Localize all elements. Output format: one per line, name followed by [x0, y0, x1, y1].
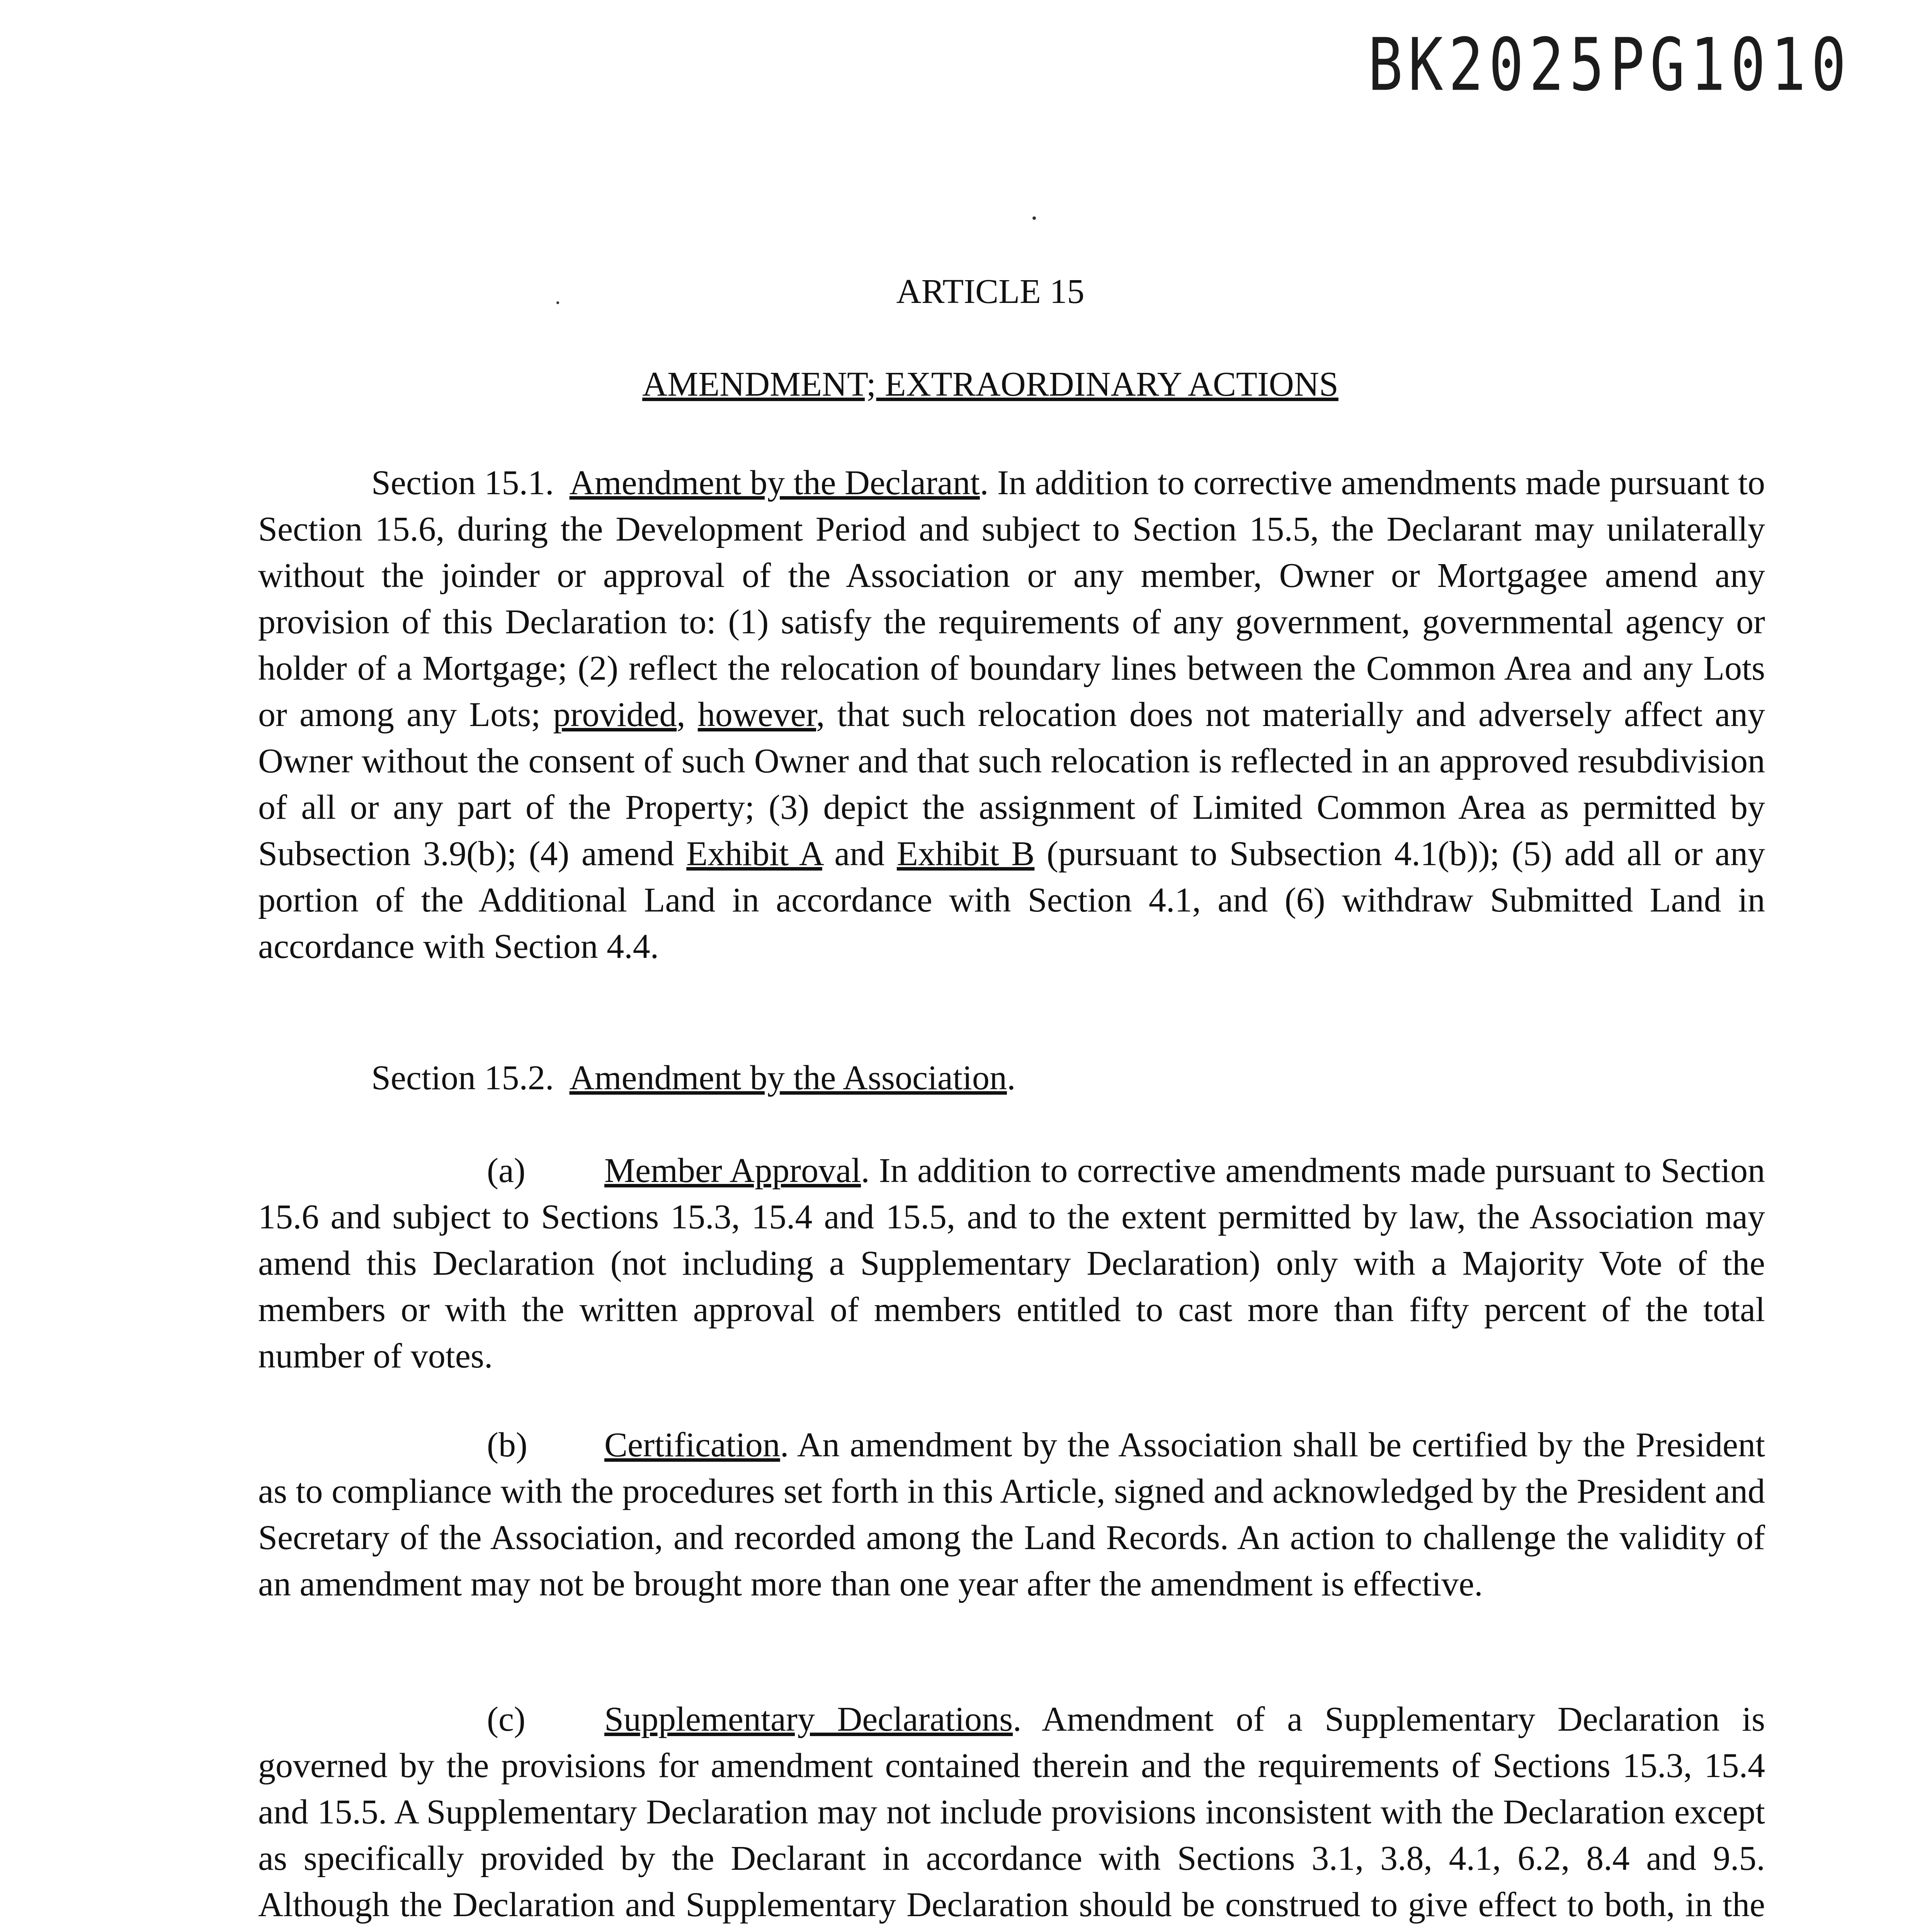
section-heading: Amendment by the Association	[569, 1059, 1007, 1097]
subsection-text: . Amendment of a Supplementary Declaration is governed by the provisions for amendment contained therein and the requirements of Sections 15.3, 15.4 and 15.5. A Supplementary Declaration may not include provisions inconsistent with the Declaration except as specifically provided by the Declarant in accordance with Sections 3.1, 3.8, 4.1, 6.2, 8.4 and 9.5. Although the Declaration and Supplementary Declaration should be construed to give effect to both, in the	[258, 1700, 1765, 1924]
scan-speck	[1032, 216, 1036, 220]
article-title: AMENDMENT; EXTRAORDINARY ACTIONS	[642, 365, 1338, 403]
section-heading: Amendment by the Declarant	[569, 464, 980, 502]
section-15-1	[258, 460, 1765, 970]
provided-term: provided	[553, 696, 677, 734]
subsection-heading: Certification	[604, 1426, 780, 1464]
subsection-heading: Member Approval	[604, 1151, 861, 1190]
comma: ,	[677, 696, 698, 734]
article-number: ARTICLE 15	[896, 272, 1085, 311]
section-15-2	[258, 1055, 1765, 1101]
subsection-label: (b)	[487, 1426, 527, 1464]
subsection-heading: Supplementary Declarations	[604, 1700, 1013, 1738]
exhibit-a-ref: Exhibit A	[686, 835, 822, 873]
subsection-b	[258, 1422, 1765, 1607]
section-label: Section 15.2.	[371, 1059, 554, 1097]
however-term: however	[697, 696, 816, 734]
subsection-text: . An amendment by the Association shall be certified by the President as to compliance with the procedures set forth in this Article, signed and acknowledged by the President and Secretary of the Association, and recorded among the Land Records. An action to challenge the validity of an amendment may not be brought more than one year after the amendment is effective.	[258, 1426, 1765, 1603]
subsection-a	[258, 1148, 1765, 1379]
conjunction: and	[822, 835, 897, 873]
period: .	[1007, 1059, 1016, 1097]
exhibit-b-ref: Exhibit B	[896, 835, 1035, 873]
section-label: Section 15.1.	[371, 464, 554, 502]
subsection-text: . In addition to corrective amendments made pursuant to Section 15.6 and subject to Sections 15.3, 15.4 and 15.5, and to the extent permitted by law, the Association may amend this Declaration (not including a Supplementary Declaration) only with a Majority Vote of the members or with the written approval of members entitled to cast more than fifty percent of the total number of votes.	[258, 1151, 1765, 1375]
section-text: . In addition to corrective amendments made pursuant to Section 15.6, during the Development Period and subject to Section 15.5, the Declarant may unilaterally without the joinder or approval of the Association or any member, Owner or Mortgagee amend any provision of this Declaration to: (1) satisfy the requirements of any government, governmental agency or holder of a Mortgage; (2) reflect the relocation of boundary lines between the Common Area and any Lots or among any Lots;	[258, 464, 1765, 734]
subsection-label: (c)	[487, 1700, 526, 1738]
section-text: , that such relocation does not materially and adversely affect any Owner without the consent of such Owner and that such relocation is reflected in an approved resubdivision of all or any part of the Property; (3) depict the assignment of Limited Common Area as permitted by Subsection 3.9(b); (4) amend	[258, 696, 1765, 873]
section-text: (pursuant to Subsection 4.1(b)); (5) add all or any portion of the Additional Land in accordance with Section 4.1, and (6) withdraw Submitted Land in accordance with Section 4.4.	[258, 835, 1765, 966]
subsection-c	[258, 1696, 1765, 1932]
subsection-label: (a)	[487, 1151, 526, 1190]
book-page-stamp: BK2025PG1010	[1368, 23, 1852, 107]
